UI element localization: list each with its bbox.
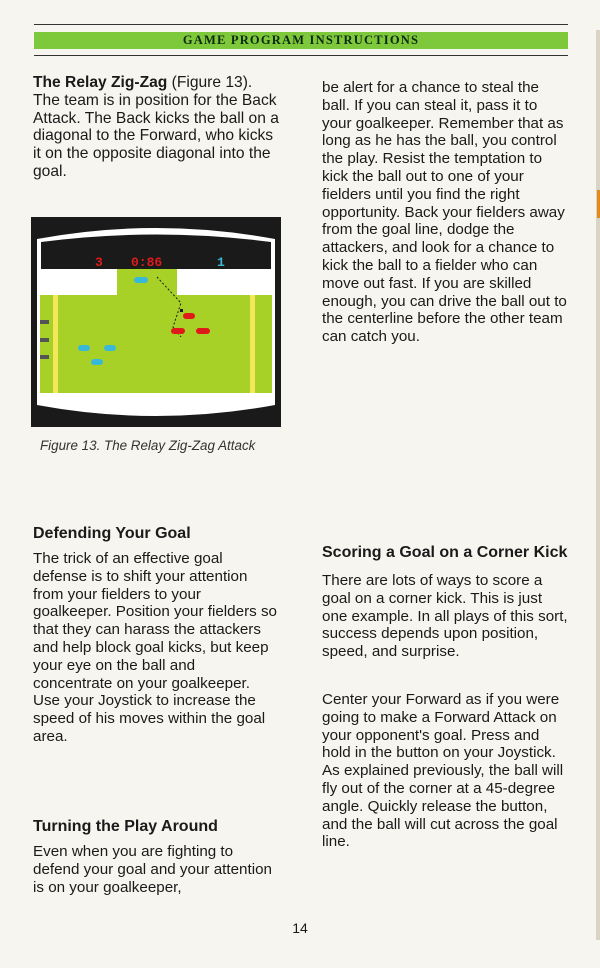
figure-13-screenshot <box>31 217 281 427</box>
page-number: 14 <box>292 920 308 936</box>
red-player-2 <box>196 328 210 334</box>
right-body-1: be alert for a chance to steal the ball. If you can steal it, pass it to your goalkeeper. Remember that as long as he has the ball, you control the play. Resist the temptation to kick the ball out to one of your fielders until you find the right opportunity. Back your fielders away from the goal line, dodge the attackers, and look for a chance to kick the ball to a fielder who can move out fast. If you are skilled enough, you can drive the ball out to the centerline before the other team can catch you. <box>322 79 567 346</box>
defend-body: The trick of an effective goal defense is to shift your attention from your fielders to your goalkeeper. Position your fielders so that they can harass the attackers and help block goal kicks, but keep your eye on the ball and concentrate on your goalkeeper. Use your Joystick to increase the speed of his moves within the goal area. <box>33 550 277 745</box>
turning-body: Even when you are fighting to defend your goal and your attention is on your goalkeeper, <box>33 843 272 896</box>
relay-body: The team is in position for the Back Attack. The Back kicks the ball on a diagonal to the Forward, who kicks it on the opposite diagonal into the goal. <box>33 91 279 180</box>
turning-section <box>33 817 278 896</box>
blue-player-3 <box>91 359 103 365</box>
corner-body-2: Center your Forward as if you were going to make a Forward Attack on your opponent's goal. Press and hold in the button on your Joystick. As explained previously, the ball will fly out of the corner at a 45-degree angle. Quickly release the button, and the ball will cut across the goal line. <box>322 690 564 851</box>
score-right: 1 <box>217 255 225 270</box>
corner-title: Scoring a Goal on a Corner Kick <box>322 544 568 561</box>
goal-line-left <box>53 295 58 393</box>
defend-title: Defending Your Goal <box>33 525 191 542</box>
defend-section <box>33 524 278 746</box>
goal-line-right <box>250 295 255 393</box>
turning-title: Turning the Play Around <box>33 818 218 835</box>
corner-section <box>322 543 570 851</box>
blue-player-2 <box>104 345 116 351</box>
red-player-1 <box>171 328 185 334</box>
relay-title: The Relay Zig-Zag <box>33 74 168 91</box>
red-forward <box>183 313 195 319</box>
blue-player-1 <box>78 345 90 351</box>
header-bar <box>34 32 568 49</box>
header-band <box>34 24 568 56</box>
field <box>40 295 272 393</box>
page-edge <box>596 30 600 940</box>
ball <box>180 309 183 312</box>
relay-title-suffix: (Figure 13). <box>167 74 253 91</box>
figure-caption: Figure 13. The Relay Zig-Zag Attack <box>40 438 256 453</box>
corner-body-1: There are lots of ways to score a goal on a corner kick. This is just one example. In all plays of this sort, success depends upon position, speed, and surprise. <box>322 572 568 661</box>
blue-goalkeeper <box>134 277 148 283</box>
relay-section <box>33 74 283 181</box>
score-left: 3 <box>95 255 103 270</box>
game-clock: 0:86 <box>131 255 163 270</box>
header-title: GAME PROGRAM INSTRUCTIONS <box>182 33 420 47</box>
right-text-continued <box>322 79 570 346</box>
